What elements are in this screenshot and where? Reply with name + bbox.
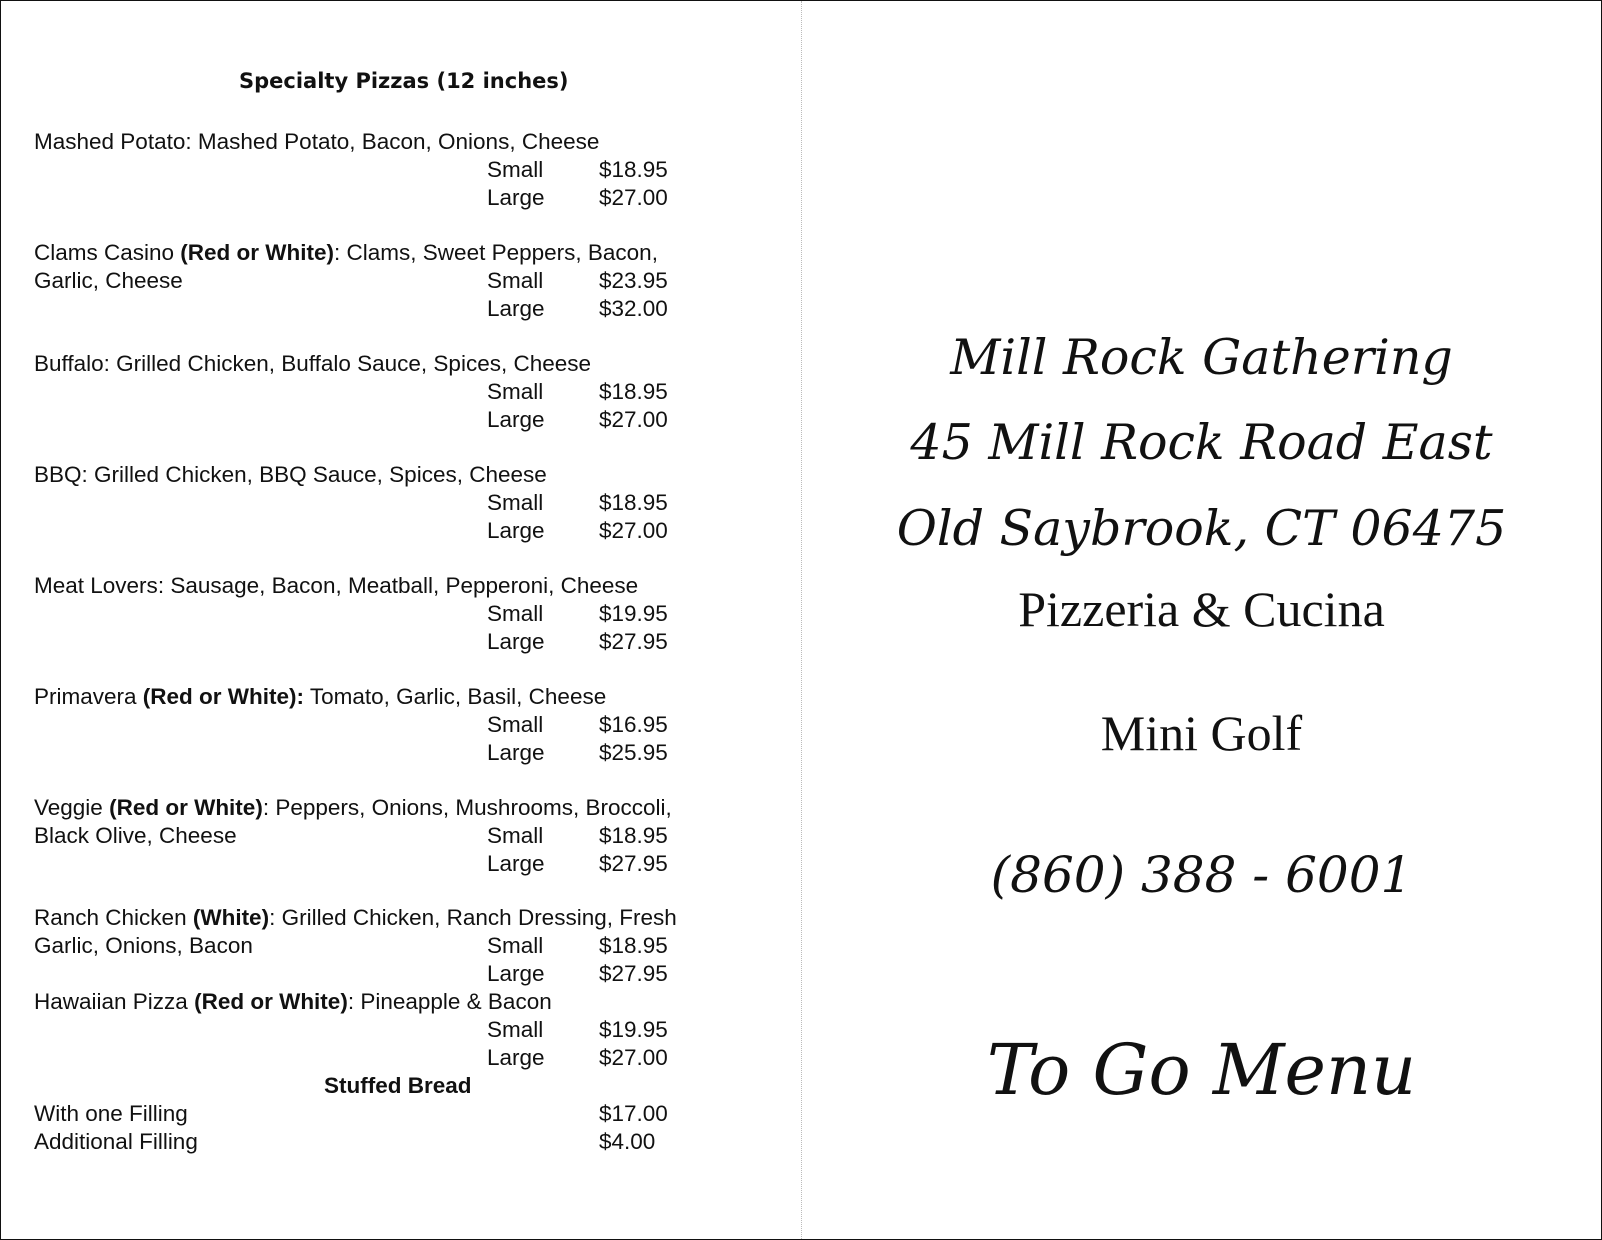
item-desc: Sausage, Bacon, Meatball, Pepperoni, Cheese <box>164 573 639 598</box>
stuffed-row <box>34 1100 774 1128</box>
small-label: Small <box>487 712 544 737</box>
small-price: $18.95 <box>599 379 668 404</box>
large-price: $27.00 <box>599 1045 668 1070</box>
item-sep: : <box>157 573 165 598</box>
small-price: $18.95 <box>599 157 668 182</box>
item-tag: (Red or White) <box>109 795 263 820</box>
item-sep: : <box>269 905 276 930</box>
item-sep: : <box>81 462 88 487</box>
small-price: $16.95 <box>599 712 668 737</box>
menu-item-ranch-chicken <box>34 904 774 988</box>
small-label: Small <box>487 157 544 182</box>
item-name: Primavera <box>34 684 143 709</box>
small-label: Small <box>487 379 544 404</box>
item-desc: Tomato, Garlic, Basil, Cheese <box>304 684 607 709</box>
cover-panel <box>802 1 1601 1239</box>
large-price: $27.00 <box>599 185 668 210</box>
item-tag: (Red or White) <box>194 989 348 1014</box>
item-desc: Grilled Chicken, BBQ Sauce, Spices, Cheese <box>87 462 547 487</box>
item-sep: : <box>334 240 341 265</box>
small-label: Small <box>487 268 544 293</box>
menu-item-clams-casino <box>34 239 774 323</box>
item-desc-2: Garlic, Onions, Bacon <box>34 933 253 958</box>
large-label: Large <box>487 296 545 321</box>
menu-item-mashed-potato <box>34 128 774 212</box>
item-sep: : <box>185 129 192 154</box>
stuffed-row-price: $17.00 <box>599 1101 668 1126</box>
item-desc-2: Garlic, Cheese <box>34 268 183 293</box>
item-tag: (White) <box>192 905 270 930</box>
menu-title: To Go Menu <box>986 1029 1417 1111</box>
large-label: Large <box>487 961 545 986</box>
small-price: $18.95 <box>599 933 668 958</box>
restaurant-name: Mill Rock Gathering <box>950 329 1453 386</box>
item-sep: : <box>347 989 355 1014</box>
menu-item-bbq <box>34 461 774 545</box>
stuffed-bread-title: Stuffed Bread <box>324 1073 472 1098</box>
item-desc: Peppers, Onions, Mushrooms, Broccoli, <box>269 795 672 820</box>
item-name: BBQ <box>34 462 82 487</box>
menu-item-veggie <box>34 794 774 878</box>
stuffed-row-label: With one Filling <box>34 1101 188 1126</box>
item-desc: Clams, Sweet Peppers, Bacon, <box>340 240 658 265</box>
small-label: Small <box>487 823 544 848</box>
item-name: Hawaiian Pizza <box>34 989 195 1014</box>
item-name: Veggie <box>34 795 110 820</box>
item-name: Buffalo <box>34 351 104 376</box>
item-desc: Grilled Chicken, Ranch Dressing, Fresh <box>275 905 677 930</box>
menu-item-hawaiian-pizza <box>34 988 774 1072</box>
address-line-2: Old Saybrook, CT 06475 <box>896 500 1507 557</box>
item-sep: : <box>103 351 110 376</box>
stuffed-bread-section <box>34 1072 774 1156</box>
item-tag: (Red or White): <box>142 684 305 709</box>
section-heading: Specialty Pizzas (12 inches) <box>239 69 569 93</box>
stuffed-row <box>34 1128 774 1156</box>
specialty-pizzas-panel <box>34 1 774 1239</box>
large-price: $27.95 <box>599 851 668 876</box>
tagline: Pizzeria & Cucina <box>1018 581 1385 637</box>
small-price: $18.95 <box>599 823 668 848</box>
large-label: Large <box>487 1045 545 1070</box>
small-label: Small <box>487 490 544 515</box>
menu-item-buffalo <box>34 350 774 434</box>
item-name: Mashed Potato <box>34 129 186 154</box>
item-name: Clams Casino <box>34 240 181 265</box>
large-label: Large <box>487 518 545 543</box>
large-price: $27.95 <box>599 629 668 654</box>
large-price: $27.95 <box>599 961 668 986</box>
mini-golf: Mini Golf <box>1100 705 1303 761</box>
item-name: Meat Lovers <box>34 573 158 598</box>
small-price: $19.95 <box>599 601 668 626</box>
phone-number: (860) 388 - 6001 <box>990 846 1413 904</box>
item-sep: : <box>262 795 270 820</box>
large-price: $32.00 <box>599 296 668 321</box>
item-desc-2: Black Olive, Cheese <box>34 823 237 848</box>
small-price: $19.95 <box>599 1017 668 1042</box>
large-label: Large <box>487 740 545 765</box>
small-price: $18.95 <box>599 490 668 515</box>
large-label: Large <box>487 851 545 876</box>
menu-item-meat-lovers <box>34 572 774 656</box>
small-label: Small <box>487 601 544 626</box>
item-tag: (Red or White) <box>180 240 335 265</box>
small-label: Small <box>487 933 544 958</box>
item-desc: Grilled Chicken, Buffalo Sauce, Spices, Cheese <box>109 351 592 376</box>
address-line-1: 45 Mill Rock Road East <box>910 414 1493 471</box>
menu-item-primavera <box>34 683 774 767</box>
large-label: Large <box>487 407 545 432</box>
stuffed-row-price: $4.00 <box>599 1129 656 1154</box>
item-name: Ranch Chicken <box>34 905 193 930</box>
stuffed-row-label: Additional Filling <box>34 1129 198 1154</box>
item-desc: Pineapple & Bacon <box>354 989 552 1014</box>
large-price: $27.00 <box>599 407 668 432</box>
small-label: Small <box>487 1017 544 1042</box>
small-price: $23.95 <box>599 268 668 293</box>
large-price: $25.95 <box>599 740 668 765</box>
large-price: $27.00 <box>599 518 668 543</box>
large-label: Large <box>487 629 545 654</box>
large-label: Large <box>487 185 545 210</box>
item-desc: Mashed Potato, Bacon, Onions, Cheese <box>191 129 600 154</box>
